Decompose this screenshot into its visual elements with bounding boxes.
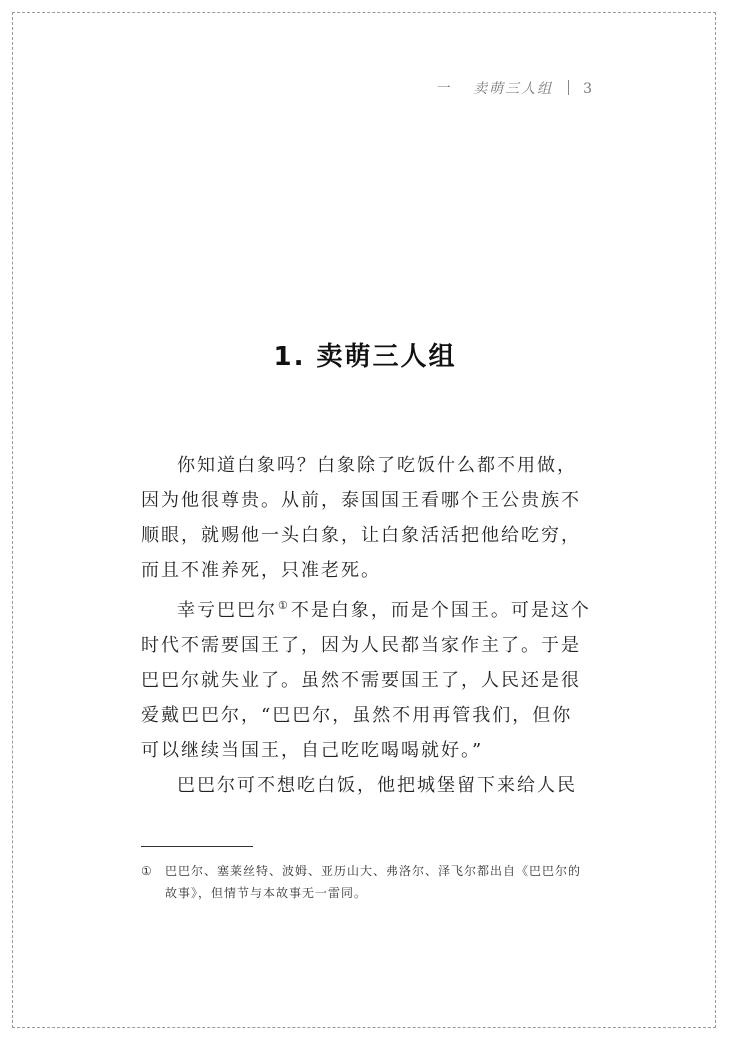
paragraph-1: 你知道白象吗？白象除了吃饭什么都不用做，因为他很尊贵。从前，泰国国王看哪个王公贵族不顺眼，就赐他一头白象，让白象活活把他给吃穷，而且不准养死，只准老死。 xyxy=(141,455,581,581)
paragraph-2-start: 幸亏巴巴尔 xyxy=(177,600,277,621)
running-head-section: 卖萌三人组 xyxy=(473,81,554,97)
page-number: 3 xyxy=(583,81,594,97)
body-text xyxy=(141,448,591,803)
running-head xyxy=(437,78,594,98)
paragraph-3: 巴巴尔可不想吃白饭，他把城堡留下来给人民 xyxy=(177,775,577,796)
footnote-text: 巴巴尔、塞莱丝特、波姆、亚历山大、弗洛尔、泽飞尔都出自《巴巴尔的故事》，但情节与本故事无一雷同。 xyxy=(165,864,582,900)
paragraph-2 xyxy=(141,588,591,768)
running-head-separator xyxy=(568,80,569,95)
chapter-title: 1. 卖萌三人组 xyxy=(273,342,457,372)
footnote xyxy=(141,860,591,904)
footnote-reference: ① xyxy=(278,599,290,612)
paragraph-2-rest: 不是白象，而是个国王。可是这个时代不需要国王了，因为人民都当家作主了。于是巴巴尔就失业了。虽然不需要国王了，人民还是很爱戴巴巴尔，“巴巴尔，虽然不用再管我们，但你可以继续当国王，自己吃吃喝喝就好。” xyxy=(141,600,591,761)
footnote-marker: ① xyxy=(141,864,153,878)
footnote-rule xyxy=(141,846,253,847)
running-head-dash: 一 xyxy=(436,81,453,97)
